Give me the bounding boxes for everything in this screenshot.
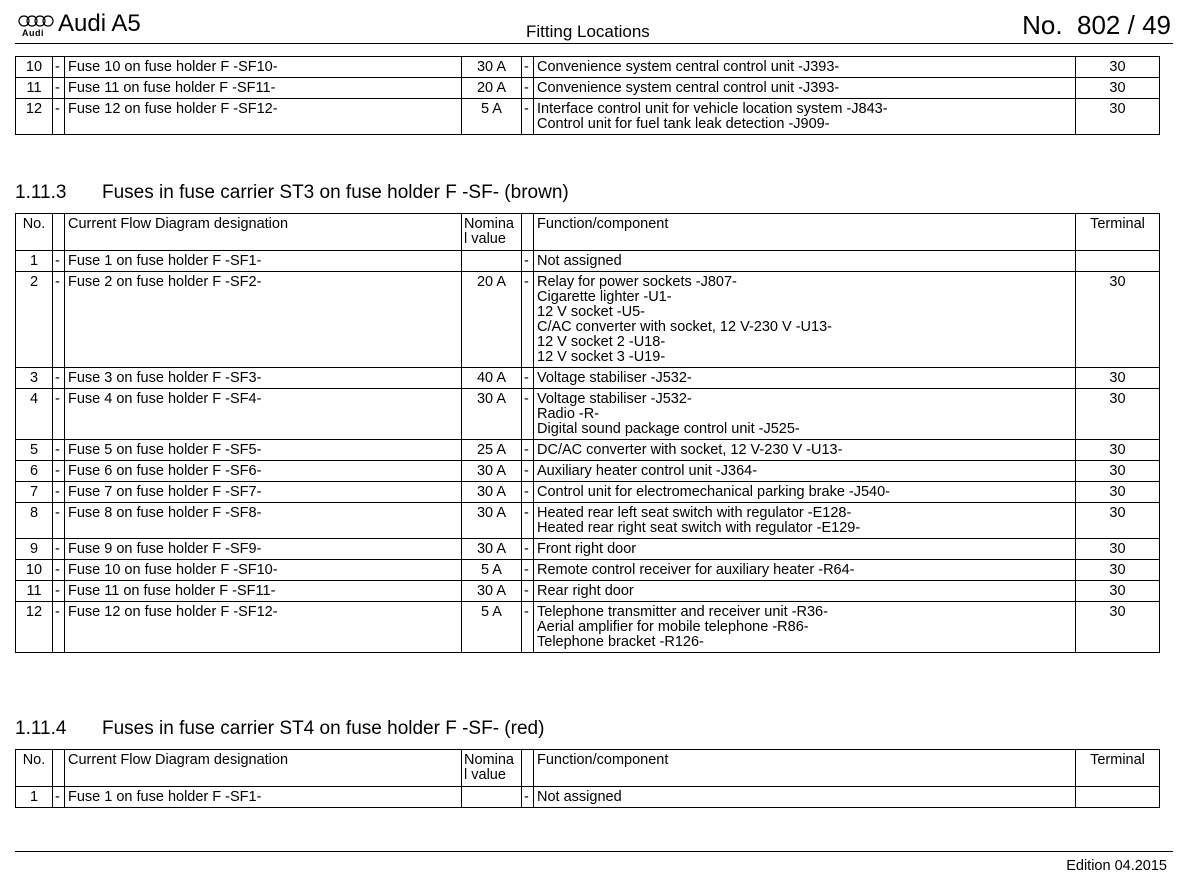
row-dash: - bbox=[522, 581, 534, 602]
function-line: Cigarette lighter -U1- bbox=[537, 289, 672, 305]
function-component bbox=[534, 560, 1076, 581]
function-component bbox=[534, 251, 1076, 272]
row-dash: - bbox=[522, 57, 534, 78]
edition-label: Edition 04.2015 bbox=[1066, 858, 1167, 874]
function-line: Telephone transmitter and receiver unit -R36- bbox=[537, 604, 828, 620]
section-heading-st4 bbox=[15, 718, 544, 740]
terminal: 30 bbox=[1076, 389, 1160, 440]
row-dash: - bbox=[53, 581, 65, 602]
function-line: Rear right door bbox=[537, 583, 634, 599]
row-dash: - bbox=[522, 560, 534, 581]
terminal: 30 bbox=[1076, 602, 1160, 653]
terminal: 30 bbox=[1076, 482, 1160, 503]
function-line: Interface control unit for vehicle location system -J843- bbox=[537, 101, 888, 117]
fuse-table-st3 bbox=[15, 213, 1160, 653]
header-value-line2: l value bbox=[464, 231, 506, 247]
function-line: Heated rear right seat switch with regulator -E129- bbox=[537, 520, 861, 536]
function-component bbox=[534, 581, 1076, 602]
fuse-designation: Fuse 11 on fuse holder F -SF11- bbox=[65, 78, 462, 99]
function-component bbox=[534, 440, 1076, 461]
fuse-number: 11 bbox=[16, 78, 53, 99]
header-dash bbox=[53, 214, 65, 251]
terminal: 30 bbox=[1076, 368, 1160, 389]
function-component bbox=[534, 787, 1076, 808]
row-dash: - bbox=[522, 461, 534, 482]
row-dash: - bbox=[53, 787, 65, 808]
fuse-designation: Fuse 12 on fuse holder F -SF12- bbox=[65, 602, 462, 653]
table-header-row bbox=[16, 214, 1160, 251]
table-row bbox=[16, 78, 1160, 99]
header-value-line1: Nomina bbox=[464, 216, 514, 232]
row-dash: - bbox=[53, 389, 65, 440]
fuse-designation: Fuse 7 on fuse holder F -SF7- bbox=[65, 482, 462, 503]
fuse-number: 12 bbox=[16, 99, 53, 135]
row-dash: - bbox=[522, 482, 534, 503]
terminal: 30 bbox=[1076, 581, 1160, 602]
row-dash: - bbox=[53, 272, 65, 368]
table-row bbox=[16, 602, 1160, 653]
nominal-value: 5 A bbox=[462, 99, 522, 135]
function-line: Digital sound package control unit -J525- bbox=[537, 421, 800, 437]
header-value-line2: l value bbox=[464, 767, 506, 783]
table-row bbox=[16, 539, 1160, 560]
nominal-value: 30 A bbox=[462, 503, 522, 539]
nominal-value: 30 A bbox=[462, 57, 522, 78]
row-dash: - bbox=[53, 57, 65, 78]
row-dash: - bbox=[522, 787, 534, 808]
header-value bbox=[462, 750, 522, 787]
row-dash: - bbox=[522, 272, 534, 368]
header-no: No. bbox=[16, 750, 53, 787]
page-header bbox=[15, 0, 1173, 44]
header-value-line1: Nomina bbox=[464, 752, 514, 768]
table-row bbox=[16, 57, 1160, 78]
fuse-designation: Fuse 11 on fuse holder F -SF11- bbox=[65, 581, 462, 602]
header-designation: Current Flow Diagram designation bbox=[65, 750, 462, 787]
fuse-table-st4 bbox=[15, 749, 1160, 808]
row-dash: - bbox=[53, 78, 65, 99]
header-value bbox=[462, 214, 522, 251]
page-number bbox=[1022, 10, 1171, 41]
function-line: Voltage stabiliser -J532- bbox=[537, 391, 692, 407]
table-row bbox=[16, 482, 1160, 503]
fuse-number: 4 bbox=[16, 389, 53, 440]
row-dash: - bbox=[53, 560, 65, 581]
fuse-designation: Fuse 3 on fuse holder F -SF3- bbox=[65, 368, 462, 389]
model-title: Audi A5 bbox=[58, 10, 141, 37]
terminal: 30 bbox=[1076, 539, 1160, 560]
function-component bbox=[534, 602, 1076, 653]
row-dash: - bbox=[53, 602, 65, 653]
table-row bbox=[16, 560, 1160, 581]
row-dash: - bbox=[53, 539, 65, 560]
table-row bbox=[16, 251, 1160, 272]
fuse-number: 10 bbox=[16, 560, 53, 581]
function-component bbox=[534, 272, 1076, 368]
header-dash2 bbox=[522, 750, 534, 787]
nominal-value: 5 A bbox=[462, 560, 522, 581]
terminal: 30 bbox=[1076, 560, 1160, 581]
header-dash bbox=[53, 750, 65, 787]
fuse-number: 11 bbox=[16, 581, 53, 602]
fuse-designation: Fuse 1 on fuse holder F -SF1- bbox=[65, 251, 462, 272]
terminal: 30 bbox=[1076, 440, 1160, 461]
footer-rule bbox=[15, 851, 1173, 852]
fuse-number: 1 bbox=[16, 251, 53, 272]
fuse-number: 3 bbox=[16, 368, 53, 389]
nominal-value: 20 A bbox=[462, 78, 522, 99]
row-dash: - bbox=[522, 99, 534, 135]
section-heading-st3 bbox=[15, 182, 569, 204]
nominal-value bbox=[462, 787, 522, 808]
row-dash: - bbox=[522, 539, 534, 560]
fuse-designation: Fuse 12 on fuse holder F -SF12- bbox=[65, 99, 462, 135]
function-line: Voltage stabiliser -J532- bbox=[537, 370, 692, 386]
row-dash: - bbox=[522, 251, 534, 272]
function-line: 12 V socket 3 -U19- bbox=[537, 349, 666, 365]
fuse-number: 12 bbox=[16, 602, 53, 653]
row-dash: - bbox=[522, 389, 534, 440]
fuse-number: 9 bbox=[16, 539, 53, 560]
row-dash: - bbox=[53, 503, 65, 539]
terminal: 30 bbox=[1076, 78, 1160, 99]
nominal-value: 30 A bbox=[462, 389, 522, 440]
page-sub: 49 bbox=[1142, 10, 1171, 40]
table-row bbox=[16, 503, 1160, 539]
function-component bbox=[534, 368, 1076, 389]
function-line: Aerial amplifier for mobile telephone -R86- bbox=[537, 619, 809, 635]
fuse-number: 7 bbox=[16, 482, 53, 503]
fuse-number: 2 bbox=[16, 272, 53, 368]
fuse-designation: Fuse 2 on fuse holder F -SF2- bbox=[65, 272, 462, 368]
function-component bbox=[534, 99, 1076, 135]
function-line: Convenience system central control unit -J393- bbox=[537, 80, 840, 96]
row-dash: - bbox=[53, 482, 65, 503]
section-number: 1.11.4 bbox=[15, 718, 67, 739]
fuse-designation: Fuse 9 on fuse holder F -SF9- bbox=[65, 539, 462, 560]
nominal-value: 30 A bbox=[462, 461, 522, 482]
table-row bbox=[16, 440, 1160, 461]
table-row bbox=[16, 461, 1160, 482]
function-line: Front right door bbox=[537, 541, 637, 557]
nominal-value bbox=[462, 251, 522, 272]
audi-rings-icon bbox=[18, 14, 54, 28]
row-dash: - bbox=[522, 602, 534, 653]
fuse-table-continued bbox=[15, 56, 1160, 135]
table-header-row bbox=[16, 750, 1160, 787]
row-dash: - bbox=[53, 368, 65, 389]
row-dash: - bbox=[522, 78, 534, 99]
nominal-value: 25 A bbox=[462, 440, 522, 461]
fuse-designation: Fuse 10 on fuse holder F -SF10- bbox=[65, 57, 462, 78]
fuse-designation: Fuse 4 on fuse holder F -SF4- bbox=[65, 389, 462, 440]
function-line: Control unit for electromechanical parking brake -J540- bbox=[537, 484, 891, 500]
table-row bbox=[16, 389, 1160, 440]
terminal: 30 bbox=[1076, 99, 1160, 135]
table-row bbox=[16, 581, 1160, 602]
section-title: Fuses in fuse carrier ST3 on fuse holder F -SF- (brown) bbox=[102, 182, 569, 203]
table-row bbox=[16, 368, 1160, 389]
nominal-value: 30 A bbox=[462, 539, 522, 560]
function-line: Remote control receiver for auxiliary heater -R64- bbox=[537, 562, 855, 578]
row-dash: - bbox=[53, 461, 65, 482]
header-terminal: Terminal bbox=[1076, 750, 1160, 787]
function-line: 12 V socket -U5- bbox=[537, 304, 645, 320]
fuse-designation: Fuse 8 on fuse holder F -SF8- bbox=[65, 503, 462, 539]
section-title: Fuses in fuse carrier ST4 on fuse holder F -SF- (red) bbox=[102, 718, 545, 739]
row-dash: - bbox=[522, 440, 534, 461]
function-line: Relay for power sockets -J807- bbox=[537, 274, 737, 290]
terminal bbox=[1076, 251, 1160, 272]
function-component bbox=[534, 461, 1076, 482]
table-row bbox=[16, 787, 1160, 808]
function-line: Heated rear left seat switch with regulator -E128- bbox=[537, 505, 852, 521]
function-line: DC/AC converter with socket, 12 V-230 V -U13- bbox=[537, 442, 843, 458]
function-line: Auxiliary heater control unit -J364- bbox=[537, 463, 758, 479]
terminal: 30 bbox=[1076, 57, 1160, 78]
function-line: Convenience system central control unit -J393- bbox=[537, 59, 840, 75]
fuse-designation: Fuse 10 on fuse holder F -SF10- bbox=[65, 560, 462, 581]
section-number: 1.11.3 bbox=[15, 182, 67, 203]
header-no: No. bbox=[16, 214, 53, 251]
terminal: 30 bbox=[1076, 461, 1160, 482]
function-component bbox=[534, 57, 1076, 78]
row-dash: - bbox=[522, 503, 534, 539]
terminal: 30 bbox=[1076, 272, 1160, 368]
header-terminal: Terminal bbox=[1076, 214, 1160, 251]
function-line: Radio -R- bbox=[537, 406, 600, 422]
function-component bbox=[534, 78, 1076, 99]
function-line: Control unit for fuel tank leak detection -J909- bbox=[537, 116, 830, 132]
page-label: No. bbox=[1022, 10, 1063, 40]
row-dash: - bbox=[53, 440, 65, 461]
function-line: Not assigned bbox=[537, 789, 622, 805]
page-no: 802 / bbox=[1077, 10, 1135, 40]
row-dash: - bbox=[53, 251, 65, 272]
fuse-designation: Fuse 1 on fuse holder F -SF1- bbox=[65, 787, 462, 808]
function-component bbox=[534, 539, 1076, 560]
nominal-value: 30 A bbox=[462, 581, 522, 602]
fuse-number: 6 bbox=[16, 461, 53, 482]
function-component bbox=[534, 389, 1076, 440]
function-line: Not assigned bbox=[537, 253, 622, 269]
fuse-number: 5 bbox=[16, 440, 53, 461]
header-function: Function/component bbox=[534, 214, 1076, 251]
function-component bbox=[534, 503, 1076, 539]
row-dash: - bbox=[522, 368, 534, 389]
fuse-designation: Fuse 5 on fuse holder F -SF5- bbox=[65, 440, 462, 461]
terminal: 30 bbox=[1076, 503, 1160, 539]
document-title: Fitting Locations bbox=[526, 22, 650, 41]
table-row bbox=[16, 99, 1160, 135]
fuse-number: 8 bbox=[16, 503, 53, 539]
header-dash2 bbox=[522, 214, 534, 251]
brand-sub-label: Audi bbox=[22, 28, 44, 38]
nominal-value: 40 A bbox=[462, 368, 522, 389]
nominal-value: 5 A bbox=[462, 602, 522, 653]
header-designation: Current Flow Diagram designation bbox=[65, 214, 462, 251]
row-dash: - bbox=[53, 99, 65, 135]
nominal-value: 20 A bbox=[462, 272, 522, 368]
table-row bbox=[16, 272, 1160, 368]
function-line: 12 V socket 2 -U18- bbox=[537, 334, 666, 350]
fuse-number: 1 bbox=[16, 787, 53, 808]
function-component bbox=[534, 482, 1076, 503]
fuse-number: 10 bbox=[16, 57, 53, 78]
fuse-designation: Fuse 6 on fuse holder F -SF6- bbox=[65, 461, 462, 482]
function-line: Telephone bracket -R126- bbox=[537, 634, 704, 650]
function-line: C/AC converter with socket, 12 V-230 V -U13- bbox=[537, 319, 832, 335]
terminal bbox=[1076, 787, 1160, 808]
nominal-value: 30 A bbox=[462, 482, 522, 503]
header-function: Function/component bbox=[534, 750, 1076, 787]
